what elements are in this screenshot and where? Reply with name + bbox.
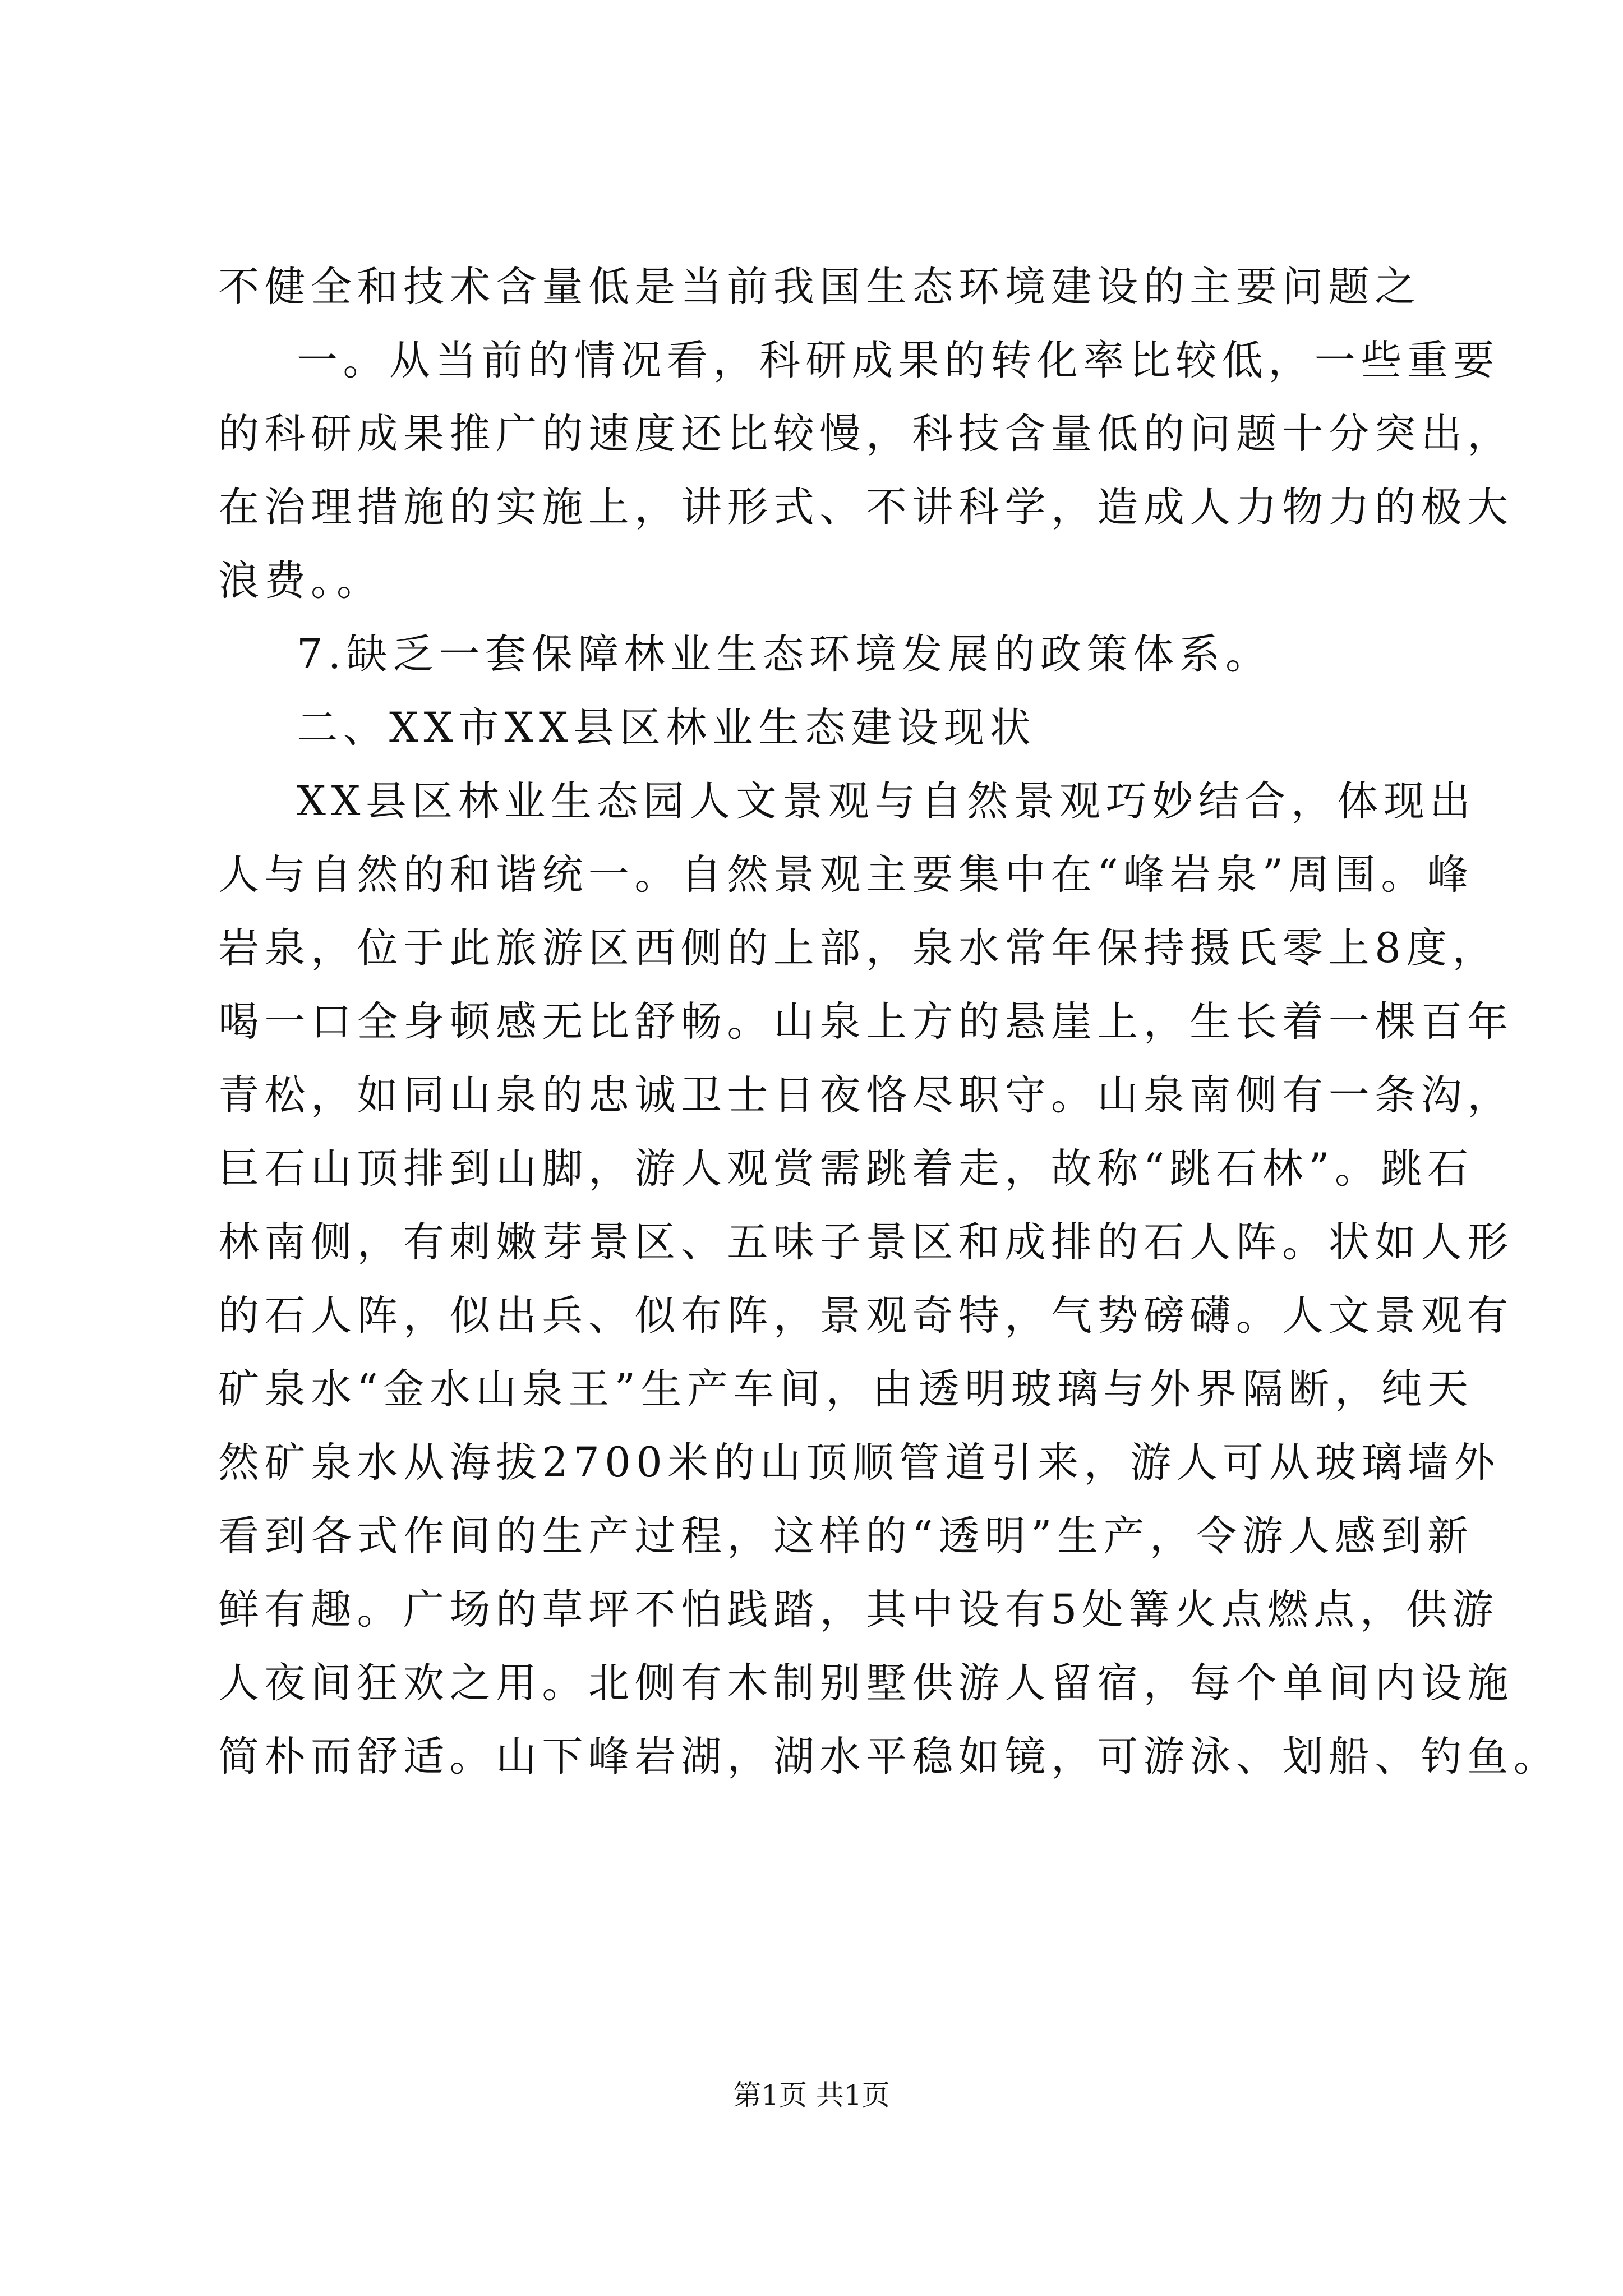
text-line: 人夜间狂欢之用。北侧有木制别墅供游人留宿，每个单间内设施	[218, 1659, 1514, 1707]
text-line: 青松，如同山泉的忠诚卫士日夜恪尽职守。山泉南侧有一条沟，	[218, 1071, 1514, 1119]
text-line: 然矿泉水从海拔2700米的山顶顺管道引来，游人可从玻璃墙外	[218, 1439, 1500, 1487]
text-line: 不健全和技术含量低是当前我国生态环境建设的主要问题之	[218, 263, 1421, 311]
section-heading: 二、XX市XX县区林业生态建设现状	[297, 704, 1036, 752]
text-line: 喝一口全身顿感无比舒畅。山泉上方的悬崖上，生长着一棵百年	[218, 998, 1514, 1046]
text-line: 矿泉水“金水山泉王”生产车间，由透明玻璃与外界隔断，纯天	[218, 1365, 1474, 1413]
text-line: 的石人阵，似出兵、似布阵，景观奇特，气势磅礴。人文景观有	[218, 1292, 1514, 1340]
list-item-7: 7.缺乏一套保障林业生态环境发展的政策体系。	[297, 631, 1272, 678]
text-line: 的科研成果推广的速度还比较慢，科技含量低的问题十分突出，	[218, 410, 1514, 458]
text-line: 林南侧，有刺嫩芽景区、五味子景区和成排的石人阵。状如人形	[218, 1218, 1514, 1266]
text-line: 在治理措施的实施上，讲形式、不讲科学，造成人力物力的极大	[218, 484, 1514, 531]
text-line: 巨石山顶排到山脚，游人观赏需跳着走，故称“跳石林”。跳石	[218, 1145, 1474, 1193]
text-line: 看到各式作间的生产过程，这样的“透明”生产，令游人感到新	[218, 1512, 1474, 1560]
text-line: 鲜有趣。广场的草坪不怕践踏，其中设有5处篝火点燃点，供游	[218, 1586, 1499, 1634]
page-footer: 第1页 共1页	[733, 2079, 890, 2111]
text-line: 人与自然的和谐统一。自然景观主要集中在“峰岩泉”周围。峰	[218, 851, 1474, 899]
text-line: 岩泉，位于此旅游区西侧的上部，泉水常年保持摄氏零上8度，	[218, 924, 1499, 972]
text-line: 一。从当前的情况看，科研成果的转化率比较低，一些重要	[297, 337, 1500, 384]
text-line: 简朴而舒适。山下峰岩湖，湖水平稳如镜，可游泳、划船、钓鱼。	[218, 1733, 1560, 1780]
text-line: 浪费。。	[218, 557, 383, 605]
text-line: XX县区林业生态园人文景观与自然景观巧妙结合，体现出	[297, 777, 1476, 825]
